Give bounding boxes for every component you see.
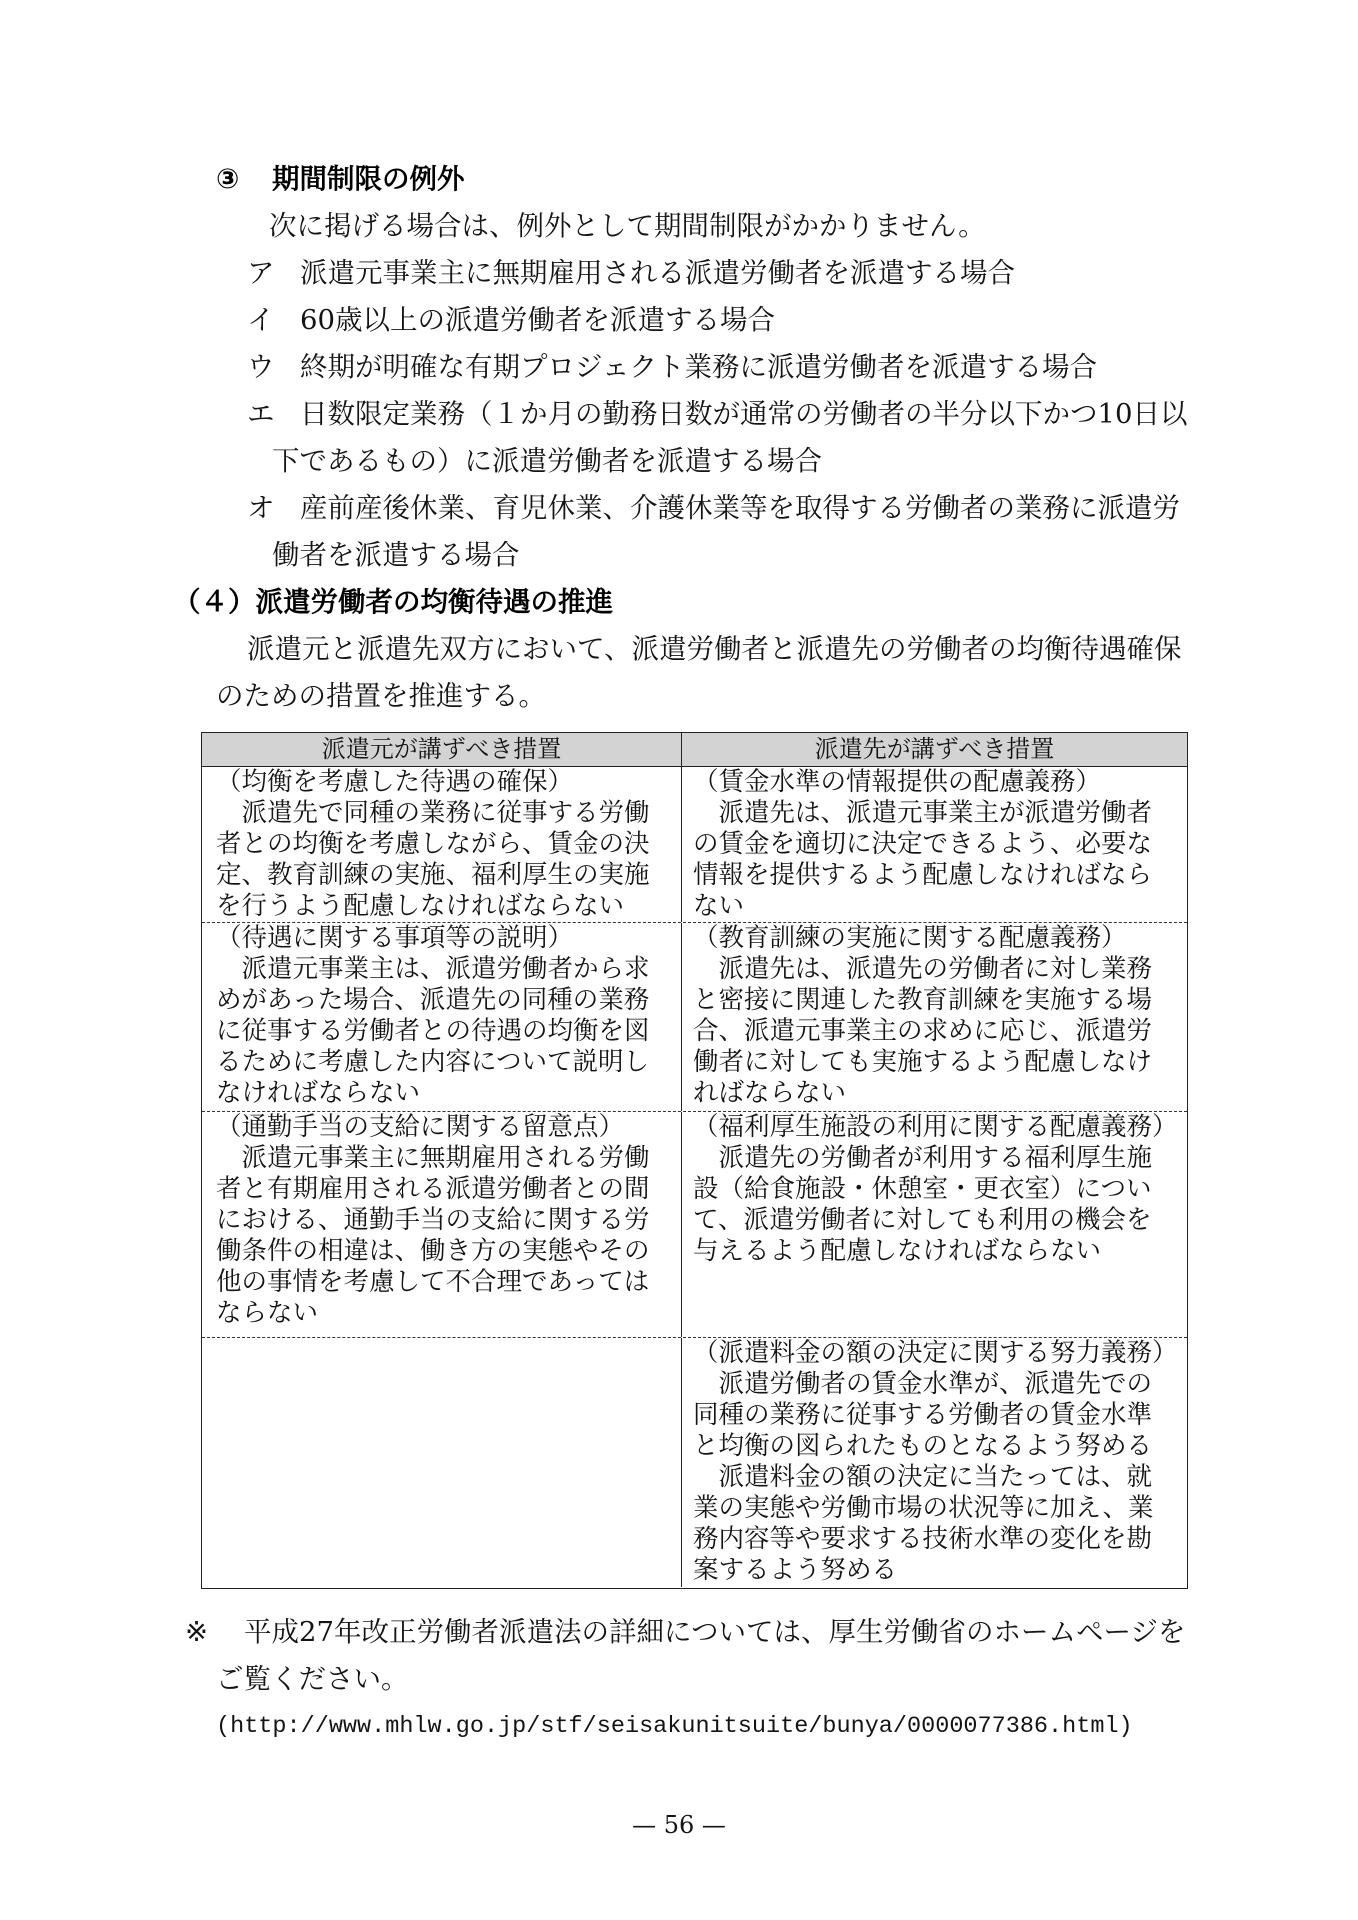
measure-text-line: ればならない bbox=[693, 1078, 847, 1108]
section-heading: （４）派遣労働者の均衡待遇の推進 bbox=[173, 586, 613, 618]
section-title: 期間制限の例外 bbox=[272, 163, 465, 195]
section-intro: 次に掲げる場合は、例外として期間制限がかかりません。 bbox=[269, 210, 986, 242]
measure-text-line: て、派遣労働者に対しても利用の機会を bbox=[693, 1205, 1152, 1235]
dispatcher-measure-cell bbox=[202, 1112, 682, 1337]
header-label: 派遣先が講ずべき措置 bbox=[814, 735, 1055, 763]
list-item-text: 派遣元事業主に無期雇用される派遣労働者を派遣する場合 bbox=[300, 257, 1015, 289]
measure-text-line: 業の実態や労働市場の状況等に加え、業 bbox=[693, 1493, 1154, 1523]
note-text-line: ご覧ください。 bbox=[216, 1663, 409, 1695]
dispatcher-measure-cell bbox=[202, 923, 682, 1111]
table-row bbox=[202, 1111, 1187, 1337]
measures-table bbox=[201, 732, 1188, 1589]
measure-text-line: ない bbox=[693, 891, 745, 921]
measure-text-line: 派遣労働者の賃金水準が、派遣先での bbox=[718, 1369, 1153, 1399]
list-marker: オ bbox=[247, 492, 275, 524]
measure-text-line: 派遣先で同種の業務に従事する労働 bbox=[241, 798, 650, 828]
measure-text-line: 者と有期雇用される派遣労働者との間 bbox=[216, 1174, 650, 1204]
measure-text-line: 他の事情を考慮して不合理であっては bbox=[216, 1267, 650, 1297]
measure-text-line: における、通勤手当の支給に関する労 bbox=[216, 1205, 650, 1235]
list-item-text: 60歳以上の派遣労働者を派遣する場合 bbox=[300, 304, 775, 336]
list-marker: ウ bbox=[247, 351, 275, 383]
measure-text-line: 務内容等や要求する技術水準の変化を勘 bbox=[693, 1524, 1153, 1554]
list-item-text: 日数限定業務（１か月の勤務日数が通常の労働者の半分以下かつ10日以 bbox=[300, 398, 1188, 430]
dispatcher-measure-cell-empty bbox=[202, 1338, 682, 1587]
measure-text-line: なければならない bbox=[216, 1078, 421, 1108]
table-row bbox=[202, 922, 1187, 1111]
table-row bbox=[202, 767, 1187, 922]
measure-heading: （教育訓練の実施に関する配慮義務） bbox=[693, 923, 1127, 953]
paragraph-line: 派遣元と派遣先双方において、派遣労働者と派遣先の労働者の均衡待遇確保 bbox=[247, 633, 1182, 665]
measure-text-line: の賃金を適切に決定できるよう、必要な bbox=[693, 829, 1153, 859]
measure-text-line: 案するよう努める bbox=[693, 1555, 898, 1585]
measure-heading: （通勤手当の支給に関する留意点） bbox=[216, 1112, 625, 1142]
header-label: 派遣元が講ずべき措置 bbox=[321, 735, 562, 763]
list-item-text: 終期が明確な有期プロジェクト業務に派遣労働者を派遣する場合 bbox=[300, 351, 1097, 383]
measure-text-line: 派遣先は、派遣先の労働者に対し業務 bbox=[718, 954, 1153, 984]
measure-text-line: めがあった場合、派遣先の同種の業務 bbox=[216, 985, 650, 1015]
measure-text-line: 働条件の相違は、働き方の実態やその bbox=[216, 1236, 650, 1266]
section-number: ③ bbox=[216, 163, 240, 195]
measure-heading: （賃金水準の情報提供の配慮義務） bbox=[693, 767, 1102, 797]
note-mark: ※ bbox=[185, 1616, 209, 1648]
measure-text-line: 働者に対しても実施するよう配慮しなけ bbox=[693, 1047, 1153, 1077]
header-cell-client bbox=[682, 733, 1187, 766]
list-item-text-continued: 下であるもの）に派遣労働者を派遣する場合 bbox=[272, 445, 822, 477]
note-text-line: 平成27年改正労働者派遣法の詳細については、厚生労働省のホームページを bbox=[244, 1616, 1186, 1648]
measure-text-line: 派遣元事業主は、派遣労働者から求 bbox=[241, 954, 650, 984]
table-row bbox=[202, 1337, 1187, 1587]
measure-text-line: 情報を提供するよう配慮しなければなら bbox=[693, 860, 1153, 890]
dispatcher-measure-cell bbox=[202, 767, 682, 922]
header-cell-dispatcher bbox=[202, 733, 682, 766]
client-measure-cell bbox=[682, 1112, 1187, 1337]
measure-text-line: を行うよう配慮しなければならない bbox=[216, 891, 625, 921]
measure-text-line: 派遣元事業主に無期雇用される労働 bbox=[241, 1143, 650, 1173]
measure-text-line: ならない bbox=[216, 1298, 319, 1328]
client-measure-cell bbox=[682, 923, 1187, 1111]
page-number: — 56 — bbox=[632, 1811, 726, 1839]
measure-text-line: と密接に関連した教育訓練を実施する場 bbox=[693, 985, 1153, 1015]
measure-text-line: 与えるよう配慮しなければならない bbox=[693, 1236, 1102, 1266]
list-marker: エ bbox=[247, 398, 275, 430]
list-item-text-continued: 働者を派遣する場合 bbox=[272, 539, 520, 571]
measure-text-line: 合、派遣元事業主の求めに応じ、派遣労 bbox=[693, 1016, 1153, 1046]
measure-text-line: 派遣先は、派遣元事業主が派遣労働者 bbox=[718, 798, 1153, 828]
measure-heading: （待遇に関する事項等の説明） bbox=[216, 923, 574, 953]
measure-text-line: 派遣先の労働者が利用する福利厚生施 bbox=[718, 1143, 1153, 1173]
reference-url: (http://www.mhlw.go.jp/stf/seisakunitsuite/bunya/0000077386.html) bbox=[216, 1713, 1133, 1740]
paragraph-line: のための措置を推進する。 bbox=[216, 680, 546, 712]
measure-text-line: るために考慮した内容について説明し bbox=[216, 1047, 649, 1077]
list-item-text: 産前産後休業、育児休業、介護休業等を取得する労働者の業務に派遣労 bbox=[300, 492, 1180, 524]
measure-heading: （派遣料金の額の決定に関する努力義務） bbox=[693, 1338, 1178, 1368]
measure-text-line: 設（給食施設・休憩室・更衣室）につい bbox=[693, 1174, 1152, 1204]
list-marker: イ bbox=[247, 304, 275, 336]
measure-text-line: 同種の業務に従事する労働者の賃金水準 bbox=[693, 1400, 1153, 1430]
client-measure-cell bbox=[682, 767, 1187, 922]
measure-text-line: 者との均衡を考慮しながら、賃金の決 bbox=[216, 829, 650, 859]
measure-heading: （福利厚生施設の利用に関する配慮義務） bbox=[693, 1112, 1178, 1142]
table-header-row bbox=[202, 733, 1187, 767]
client-measure-cell bbox=[682, 1338, 1187, 1587]
list-marker: ア bbox=[247, 257, 275, 289]
measure-text-line: 派遣料金の額の決定に当たっては、就 bbox=[718, 1462, 1153, 1492]
measure-text-line: に従事する労働者との待遇の均衡を図 bbox=[216, 1016, 650, 1046]
measure-heading: （均衡を考慮した待遇の確保） bbox=[216, 767, 574, 797]
measure-text-line: 定、教育訓練の実施、福利厚生の実施 bbox=[216, 860, 650, 890]
measure-text-line: と均衡の図られたものとなるよう努める bbox=[693, 1431, 1153, 1461]
